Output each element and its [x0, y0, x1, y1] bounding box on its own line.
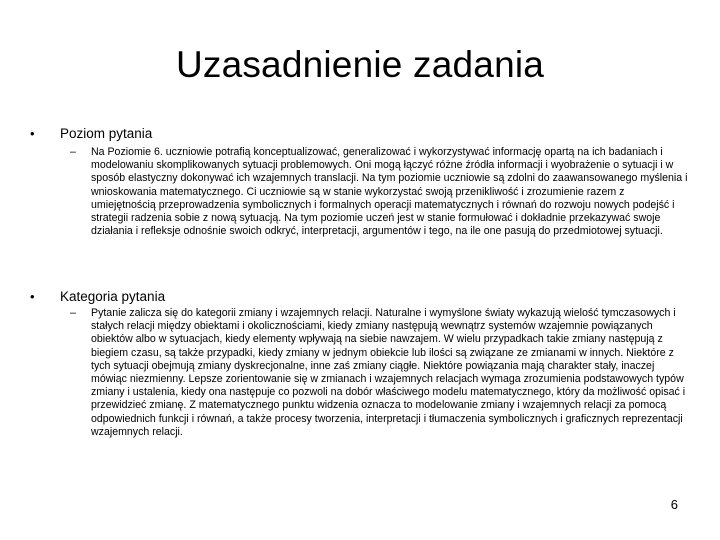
page-number: 6	[670, 497, 678, 512]
bullet-label-category: Kategoria pytania	[60, 289, 166, 304]
sub-text-level: Na Poziomie 6. uczniowie potrafią konceptualizować, generalizować i wykorzystywać informację opartą na ich badaniach i modelowaniu skomplikowanych sytuacji problemowych. Oni mogą łączyć różne źródła informacji i wyobrażenie o sytuacji i w sposób elastyczny dokonywać ich wzajemnych translacji. Na tym poziomie uczniowie są zdolni do zaawansowanego myślenia i wnioskowania matematycznego. Ci uczniowie są w stanie wykorzystać swoją przenikliwość i zrozumienie razem z umiejętnością przeprowadzenia symbolicznych i formalnych operacji matematycznych i równań do rozwoju nowych podejść i strategii radzenia sobie z nową sytuacją. Na tym poziomie uczeń jest w stanie formułować i dokładnie przekazywać swoje działania i refleksje odnośnie swoich odkryć, interpretacji, argumentów i tego, na ile one pasują do przedmiotowej sytuacji.	[91, 146, 688, 238]
bullet-marker: •	[30, 289, 35, 304]
slide-title: Uzasadnienie zadania	[175, 44, 545, 85]
sub-text-category: Pytanie zalicza się do kategorii zmiany i wzajemnych relacji. Naturalne i wymyślone światy wykazują wielość tymczasowych i stałych relacji między obiektami i okolicznościami, kiedy zmiany następują wewnątrz systemów wzajemnie powiązanych obiektów albo w sytuacjach, kiedy elementy wpływają na siebie nawzajem. W wielu przypadkach takie zmiany następują z biegiem czasu, są także przypadki, kiedy zmiany w jednym obiekcie lub ilości są związane ze zmianami w innych. Niektóre z tych sytuacji obejmują zmiany dyskrecjonalne, inne zaś zmiany ciągłe. Niektóre powiązania mają charakter stały, inaczej mówiąc niezmienny. Lepsze zorientowanie się w zmianach i wzajemnych relacjach wymaga zrozumienia podstawowych typów zmiany i ustalenia, kiedy ona następuje co pozwoli na dobór właściwego modelu matematycznego, który da możliwość opisać i przewidzieć zmianę. Z matematycznego punktu widzenia oznacza to modelowanie zmiany i wzajemnych relacji za pomocą odpowiednich funkcji i równań, a także procesy tworzenia, interpretacji i tłumaczenia symbolicznych i graficznych reprezentacji wzajemnych relacji.	[91, 307, 686, 438]
bullet-marker: •	[30, 126, 35, 141]
sub-marker: –	[70, 307, 76, 319]
sub-marker: –	[70, 146, 76, 158]
bullet-label-level: Poziom pytania	[60, 126, 153, 141]
